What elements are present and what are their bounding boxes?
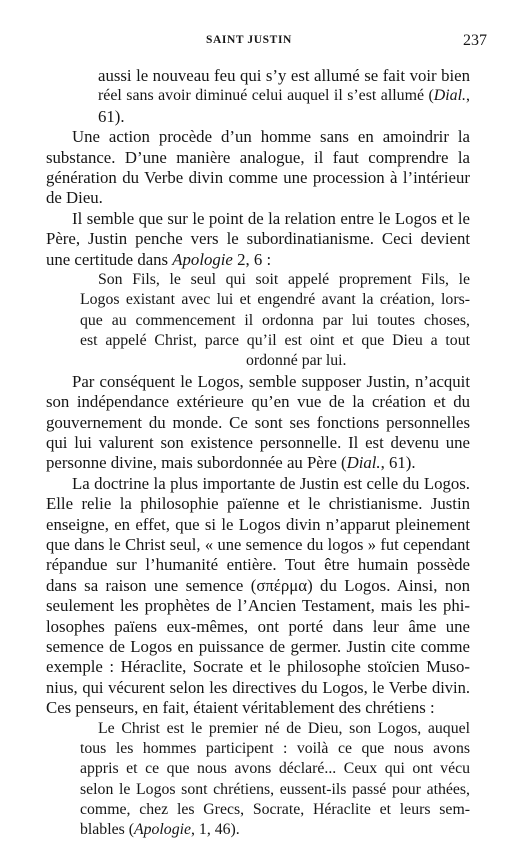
- text-line: Par conséquent le Logos, semble supposer Justin, n’acquit: [72, 371, 470, 391]
- text-line: une certitude dans Apologie 2, 6 :: [46, 249, 272, 269]
- quote-line: blables (Apologie, 1, 46).: [80, 821, 240, 839]
- text-line: exemple : Héraclite, Socrate et le philosophe stoïcien Muso-: [46, 657, 470, 677]
- text-line: Père, Justin penche vers le subordinatianisme. Ceci devient: [46, 229, 470, 249]
- text-line: réel sans avoir diminué celui auquel il s’est allumé (Dial.,: [98, 87, 470, 105]
- text-line: que dans le Christ seul, « une semence du logos » fut cependant: [46, 534, 470, 554]
- quote-line: Logos existant avec lui et engendré avant la création, lors-: [80, 291, 470, 309]
- text-line: Une action procède d’un homme sans en amoindrir la: [72, 127, 470, 147]
- text-line: son indépendance extérieure qu’en vue de la création et du: [46, 392, 470, 412]
- quote-line: Le Christ est le premier né de Dieu, son Logos, auquel: [98, 719, 470, 737]
- text-line: semence de Logos en puissance de germer. Justin cite comme: [46, 636, 470, 656]
- text-line: génération du Verbe divin comme une procession à l’intérieur: [46, 167, 470, 187]
- text-line: nius, qui vécurent selon les directives du Logos, le Verbe divin.: [46, 677, 470, 697]
- text-line: losophes païens eux-mêmes, ont porté dans leur âme une: [46, 616, 470, 636]
- quote-line: que au commencement il ordonna par lui toutes choses,: [80, 311, 470, 329]
- page-number: 237: [463, 32, 487, 49]
- text-line: seulement les prophètes de l’Ancien Testament, mais les phi-: [46, 596, 470, 616]
- text-line: La doctrine la plus importante de Justin est celle du Logos.: [72, 473, 470, 493]
- text-line: substance. D’une manière analogue, il faut comprendre la: [46, 147, 470, 167]
- text-line: Elle relie la philosophie païenne et le christianisme. Justin: [46, 494, 470, 514]
- text-line: personne divine, mais subordonnée au Père (Dial., 61).: [46, 453, 416, 473]
- text-line: dans sa raison une semence (σπέρμα) du Logos. Ainsi, non: [46, 575, 470, 595]
- quote-line: comme, chez les Grecs, Socrate, Héraclite et leurs sem-: [80, 801, 470, 819]
- page-header: [0, 22, 512, 52]
- quote-line: ordonné par lui.: [246, 352, 347, 370]
- text-line: 61).: [98, 106, 125, 126]
- running-title: SAINT JUSTIN: [206, 34, 292, 46]
- quote-line: tous les hommes participent : voilà ce que nous avons: [80, 739, 470, 757]
- quote-line: est appelé Christ, parce qu’il est oint et que Dieu a tout: [80, 332, 470, 350]
- text-line: de Dieu.: [46, 188, 103, 208]
- quote-line: appris et ce que nous avons déclaré... Ceux qui ont vécu: [80, 760, 470, 778]
- text-line: aussi le nouveau feu qui s’y est allumé se fait voir bien: [98, 66, 470, 85]
- text-line: enseigne, en effet, que si le Logos divin n’apparut pleinement: [46, 514, 470, 534]
- text-line: Ces penseurs, en fait, étaient véritablement des chrétiens :: [46, 698, 435, 718]
- quote-line: Son Fils, le seul qui soit appelé proprement Fils, le: [98, 270, 470, 288]
- text-line: gouvernement du monde. Ce sont ses fonctions personnelles: [46, 412, 470, 432]
- text-line: répandue sur l’humanité entière. Tout être humain possède: [46, 555, 470, 575]
- text-line: qui lui valurent son existence personnelle. Il est devenu une: [46, 433, 470, 453]
- text-line: Il semble que sur le point de la relation entre le Logos et le: [72, 208, 470, 228]
- quote-line: selon le Logos sont chrétiens, eussent-ils passé pour athées,: [80, 780, 470, 798]
- page-body: [46, 66, 470, 841]
